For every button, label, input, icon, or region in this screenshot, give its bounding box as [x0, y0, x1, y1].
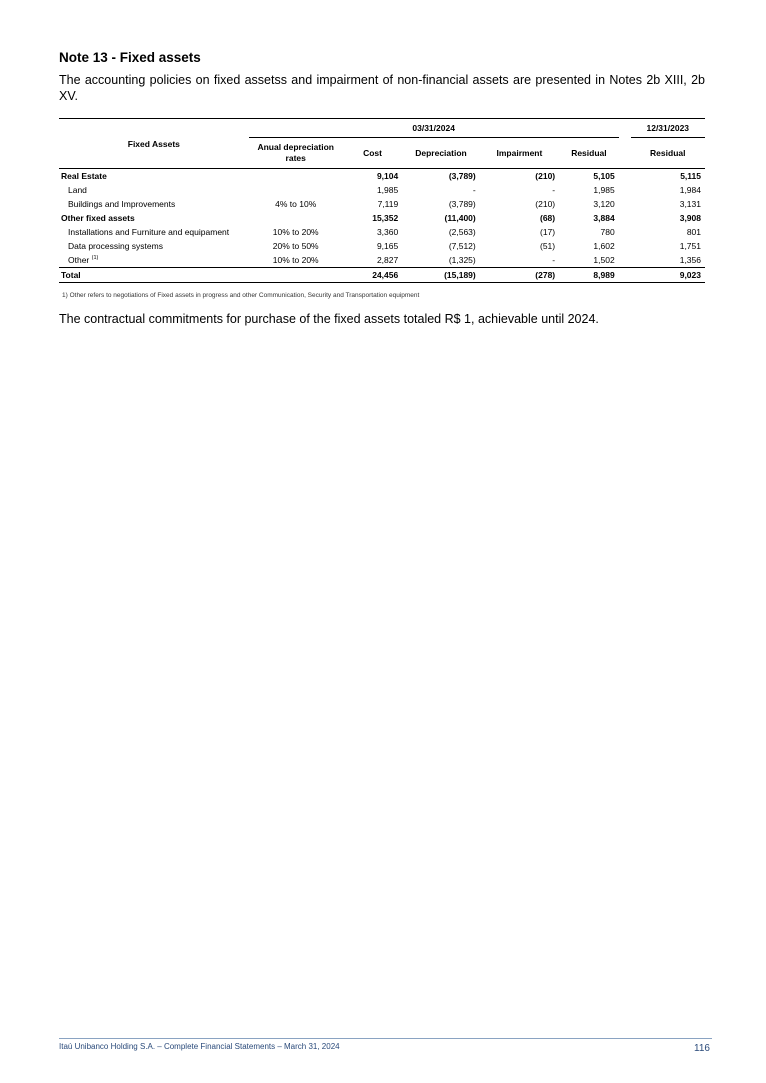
intro-paragraph: The accounting policies on fixed assetss and impairment of non-financial assets are presented in Notes 2b XIII, 2b XV.: [59, 73, 705, 103]
row-label: Real Estate: [61, 171, 107, 181]
period-prior: 12/31/2023: [631, 119, 705, 138]
row-cost: 3,360: [376, 227, 399, 237]
row-residual: 3,120: [593, 199, 615, 209]
row-impairment: -: [552, 185, 556, 195]
row-residual: 1,985: [593, 185, 615, 195]
row-cost: 7,119: [377, 199, 399, 209]
row-depreciation: -: [472, 185, 476, 195]
row-residual-prior: 3,131: [679, 199, 701, 209]
row-cost: 2,827: [376, 255, 399, 265]
col-header-rate: Anual depreciation rates: [257, 142, 334, 163]
row-depreciation: (3,789): [448, 199, 476, 209]
table-row: [59, 183, 705, 197]
col-header-impairment: Impairment: [496, 148, 543, 158]
row-impairment: (210): [535, 199, 556, 209]
commitments-paragraph: The contractual commitments for purchase of the fixed assets totaled R$ 1, achievable until 2024.: [59, 312, 599, 326]
note-title: Note 13 - Fixed assets: [59, 50, 201, 65]
row-rate: [249, 169, 343, 184]
row-impairment: -: [552, 255, 556, 265]
total-cost: 24,456: [343, 268, 402, 283]
row-cost: 9,165: [376, 241, 399, 251]
row-residual: 1,602: [593, 241, 615, 251]
row-impairment: (210): [535, 171, 556, 181]
row-depreciation: (2,563): [448, 227, 476, 237]
fixed-assets-table: [59, 118, 705, 283]
col-header-fixed-assets: Fixed Assets: [59, 119, 249, 169]
col-header-residual: Residual: [571, 148, 607, 158]
row-residual: 3,884: [593, 213, 615, 223]
row-residual-prior: 1,984: [679, 185, 701, 195]
row-residual: 1,502: [593, 255, 615, 265]
row-label: Land: [68, 185, 87, 195]
row-residual: 5,105: [593, 171, 615, 181]
period-current: 03/31/2024: [249, 119, 619, 138]
row-depreciation: (3,789): [448, 171, 476, 181]
row-residual: 780: [600, 227, 615, 237]
row-label: Data processing systems: [68, 241, 163, 251]
row-rate: [249, 211, 343, 225]
table-footnote: 1) Other refers to negotiations of Fixed assets in progress and other Communication, Security and Transportation equipment: [62, 292, 420, 299]
row-residual-prior: 3,908: [679, 213, 701, 223]
total-residual-prior: 9,023: [631, 268, 705, 283]
row-rate: 10% to 20%: [272, 255, 319, 265]
row-residual-prior: 801: [686, 227, 701, 237]
period-header-row: [59, 119, 705, 138]
table-row: [59, 225, 705, 239]
row-depreciation: (7,512): [448, 241, 476, 251]
total-depreciation: (15,189): [402, 268, 480, 283]
footer-divider: [59, 1038, 712, 1039]
col-header-residual-prior: Residual: [650, 148, 686, 158]
row-rate: [249, 183, 343, 197]
row-rate: 10% to 20%: [272, 227, 319, 237]
total-impairment: (278): [480, 268, 559, 283]
row-cost: 1,985: [376, 185, 399, 195]
total-label: Total: [59, 268, 249, 283]
table-row: [59, 197, 705, 211]
row-depreciation: (11,400): [444, 213, 476, 223]
table-row: [59, 211, 705, 225]
table-row: [59, 239, 705, 253]
row-residual-prior: 1,751: [679, 241, 701, 251]
page-number: 116: [694, 1043, 710, 1054]
row-label: Other fixed assets: [61, 213, 135, 223]
row-cost: 9,104: [376, 171, 399, 181]
col-header-cost: Cost: [363, 148, 382, 158]
footer-text: Itaú Unibanco Holding S.A. – Complete Financial Statements – March 31, 2024: [59, 1042, 340, 1051]
row-label: Installations and Furniture and equipament: [68, 227, 230, 237]
row-cost: 15,352: [372, 213, 399, 223]
row-label: Buildings and Improvements: [68, 199, 176, 209]
row-impairment: (68): [540, 213, 556, 223]
total-row: [59, 268, 705, 283]
row-rate: 20% to 50%: [272, 241, 319, 251]
table-row: [59, 253, 705, 268]
total-residual: 8,989: [559, 268, 619, 283]
row-impairment: (17): [540, 227, 556, 237]
row-depreciation: (1,325): [448, 255, 476, 265]
table-row: [59, 169, 705, 184]
row-label-text: Other: [68, 255, 90, 265]
row-residual-prior: 1,356: [679, 255, 701, 265]
row-impairment: (51): [540, 241, 556, 251]
col-header-depreciation: Depreciation: [415, 148, 467, 158]
footnote-marker: (1): [91, 255, 99, 262]
row-residual-prior: 5,115: [680, 171, 701, 181]
row-rate: 4% to 10%: [275, 199, 317, 209]
row-label: [59, 253, 249, 268]
